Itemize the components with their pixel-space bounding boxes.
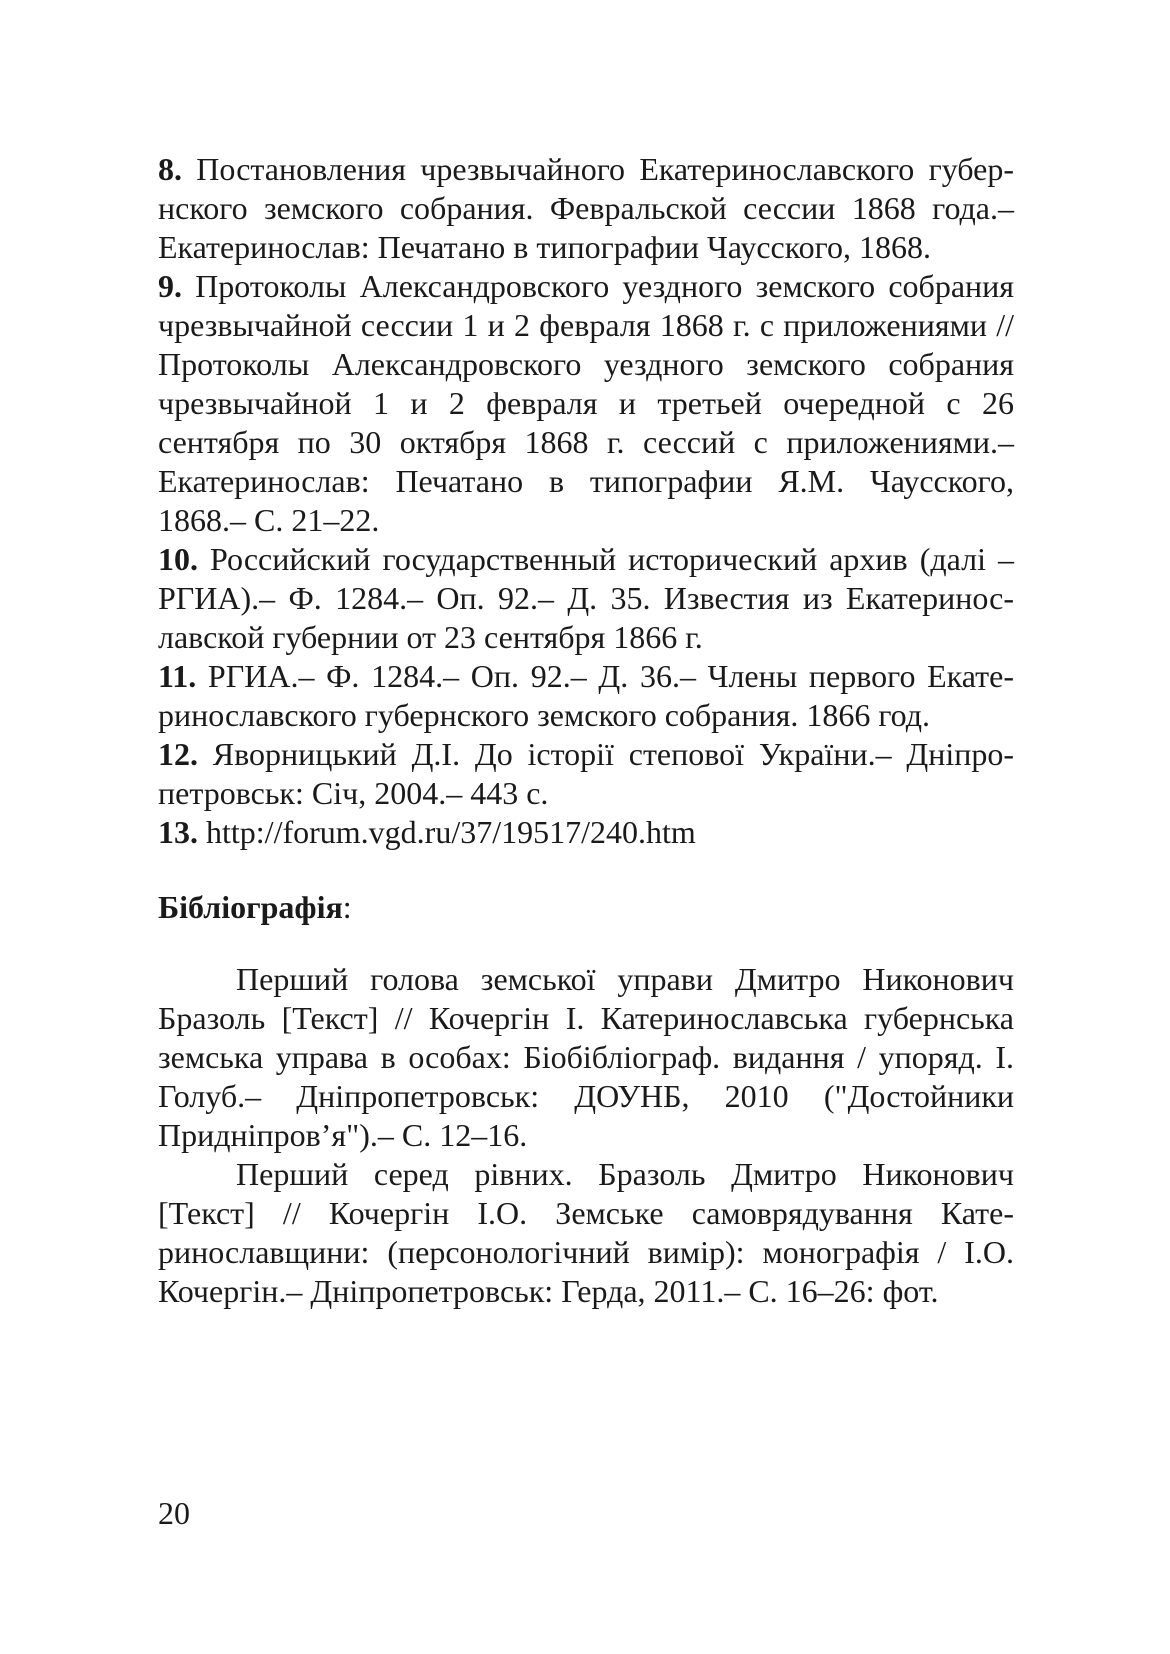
bibliography-entry: Перший голова земської управи Дмитро Никонович Бразоль [Текст] // Кочергін І. Катеринославська губернська земська управа в особах: Біобібліограф. видання / упоряд. І. Голуб.– Дніпропетровськ: ДОУНБ, 2010 ("Достойники Придніпров’я").– С. 12–16. <box>158 961 1014 1153</box>
endnote-number: 10. <box>158 541 198 577</box>
endnote-text: http://forum.vgd.ru/37/19517/240.htm <box>198 814 696 850</box>
endnote-13 <box>158 813 1014 852</box>
bibliography-heading <box>158 888 1014 927</box>
endnote-8 <box>158 150 1014 267</box>
endnotes-list <box>158 150 1014 852</box>
bibliography-heading-label: Бібліографія <box>158 889 343 925</box>
endnote-text: Протоколы Александровского уездного земского собрания чрезвычайной сессии 1 и 2 февраля 1868 г. с приложениями // Протоколы Александровского уездного земского собрания чрезвычайной 1 и 2 февраля и третьей очередной с 26 сентября по 30 октября 1868 г. сессий с приложениями.– Екатеринослав: Печатано в типографии Я.М. Чаусского, 1868.– С. 21–22. <box>158 268 1014 538</box>
endnote-text: Российский государственный исторический архив (далі – РГИА).– Ф. 1284.– Оп. 92.– Д. 35. Известия из Екатеринославской губернии от 23 сентября 1866 г. <box>158 541 1014 655</box>
bibliography-list <box>158 960 1014 1311</box>
endnote-number: 9. <box>158 268 182 304</box>
endnote-11 <box>158 657 1014 735</box>
endnote-text: Постановления чрезвычайного Екатеринославского губернского земского собрания. Февральской сессии 1868 года.– Екатеринослав: Печатано в типографии Чаусского, 1868. <box>158 151 1014 265</box>
endnote-12 <box>158 735 1014 813</box>
endnote-number: 12. <box>158 736 198 772</box>
endnote-text: Яворницький Д.І. До історії степової України.– Дніпропетровськ: Січ, 2004.– 443 с. <box>158 736 1014 811</box>
endnote-9 <box>158 267 1014 540</box>
page-number: 20 <box>158 1495 190 1531</box>
bibliography-entry: Перший серед рівних. Бразоль Дмитро Никонович [Текст] // Кочергін І.О. Земське самоврядування Катеринославщини: (персонологічний вимір): монографія / І.О. Кочергін.– Дніпропетровськ: Герда, 2011.– С. 16–26: фот. <box>158 1156 1014 1309</box>
page-content <box>158 150 1014 1311</box>
bibliography-heading-colon: : <box>342 889 352 925</box>
endnote-10 <box>158 540 1014 657</box>
endnote-number: 13. <box>158 814 198 850</box>
endnote-number: 11. <box>158 658 197 694</box>
endnote-text: РГИА.– Ф. 1284.– Оп. 92.– Д. 36.– Члены первого Екатеринославского губернского земского собрания. 1866 год. <box>158 658 1014 733</box>
endnote-number: 8. <box>158 151 182 187</box>
